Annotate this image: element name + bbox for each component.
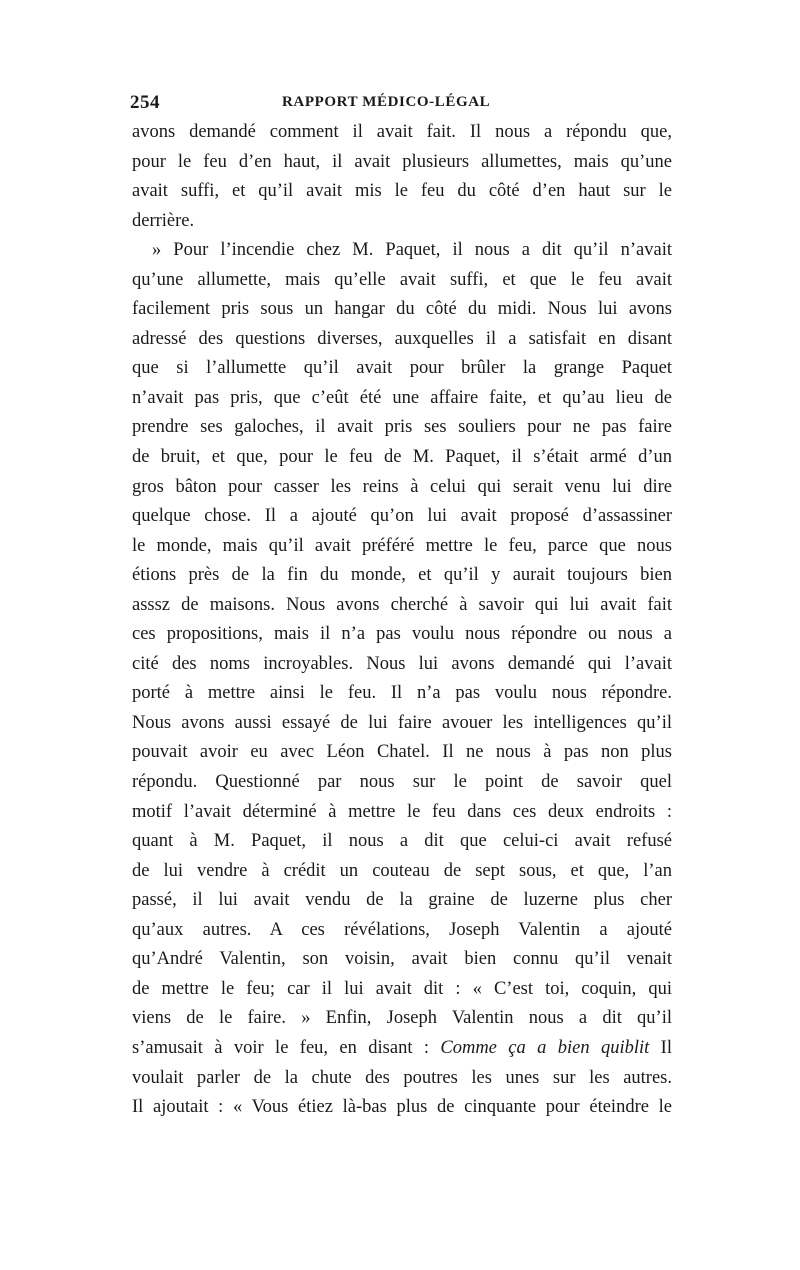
text-line: qu’une allumette, mais qu’elle avait suffi, et que le feu avait — [132, 269, 672, 290]
italic-quote: Comme ça a bien quiblit — [440, 1037, 650, 1058]
text-line: motif l’avait déterminé à mettre le feu dans ces deux endroits : — [132, 801, 672, 822]
text-line: pouvait avoir eu avec Léon Chatel. Il ne nous à pas non plus — [132, 742, 672, 763]
text-line: cité des noms incroyables. Nous lui avons demandé qui l’avait — [132, 653, 672, 674]
text-line: gros bâton pour casser les reins à celui qui serait venu lui dire — [132, 476, 672, 497]
text-line: quant à M. Paquet, il nous a dit que celui-ci avait refusé — [132, 831, 672, 852]
text-line: de bruit, et que, pour le feu de M. Paquet, il s’était armé d’un — [132, 447, 672, 468]
text-line: prendre ses galoches, il avait pris ses souliers pour ne pas faire — [132, 417, 672, 438]
text-line: Nous avons aussi essayé de lui faire avouer les intelligences qu’il — [132, 712, 672, 733]
running-head — [130, 92, 670, 116]
text-line: que si l’allumette qu’il avait pour brûler la grange Paquet — [132, 358, 672, 379]
text-line: voulait parler de la chute des poutres les unes sur les autres. — [132, 1067, 672, 1088]
text-line: ces propositions, mais il n’a pas voulu nous répondre ou nous a — [132, 624, 672, 645]
text-line: avait suffi, et qu’il avait mis le feu du côté d’en haut sur le — [132, 181, 672, 202]
text-line: qu’André Valentin, son voisin, avait bien connu qu’il venait — [132, 949, 672, 970]
text-line: viens de le faire. » Enfin, Joseph Valentin nous a dit qu’il — [132, 1008, 672, 1029]
text-line: porté à mettre ainsi le feu. Il n’a pas voulu nous répondre. — [132, 683, 672, 704]
text-line: qu’aux autres. A ces révélations, Joseph Valentin a ajouté — [132, 919, 672, 940]
text-line: répondu. Questionné par nous sur le point de savoir quel — [132, 772, 672, 793]
text-line: de lui vendre à crédit un couteau de sept sous, et que, l’an — [132, 860, 672, 881]
text-line: facilement pris sous un hangar du côté du midi. Nous lui avons — [132, 299, 672, 320]
text-segment: s’amusait à voir le feu, en disant : — [132, 1037, 441, 1058]
text-line: n’avait pas pris, que c’eût été une affaire faite, et qu’au lieu de — [132, 387, 672, 408]
body-text — [132, 118, 672, 1123]
text-line: adressé des questions diverses, auxquelles il a satisfait en disant — [132, 328, 672, 349]
text-line: asssz de maisons. Nous avons cherché à savoir qui lui avait fait — [132, 594, 672, 615]
text-line: » Pour l’incendie chez M. Paquet, il nous a dit qu’il n’avait — [152, 240, 672, 261]
text-line: étions près de la fin du monde, et qu’il y aurait toujours bien — [132, 565, 672, 586]
text-line: avons demandé comment il avait fait. Il nous a répondu que, — [132, 122, 672, 142]
text-line: pour le feu d’en haut, il avait plusieurs allumettes, mais qu’une — [132, 151, 672, 172]
text-line: Il ajoutait : « Vous étiez là-bas plus de cinquante pour éteindre le — [132, 1097, 672, 1118]
text-line: de mettre le feu; car il lui avait dit : « C’est toi, coquin, qui — [132, 978, 672, 999]
text-line: le monde, mais qu’il avait préféré mettre le feu, parce que nous — [132, 535, 672, 556]
text-line: derrière. — [132, 210, 195, 231]
text-line-with-italic — [132, 1034, 672, 1064]
page-number: 254 — [130, 92, 160, 113]
text-line: passé, il lui avait vendu de la graine de luzerne plus cher — [132, 890, 672, 911]
text-line: quelque chose. Il a ajouté qu’on lui avait proposé d’assassiner — [132, 506, 672, 527]
text-segment: Il — [649, 1037, 672, 1058]
running-title: RAPPORT MÉDICO-LÉGAL — [282, 94, 491, 110]
